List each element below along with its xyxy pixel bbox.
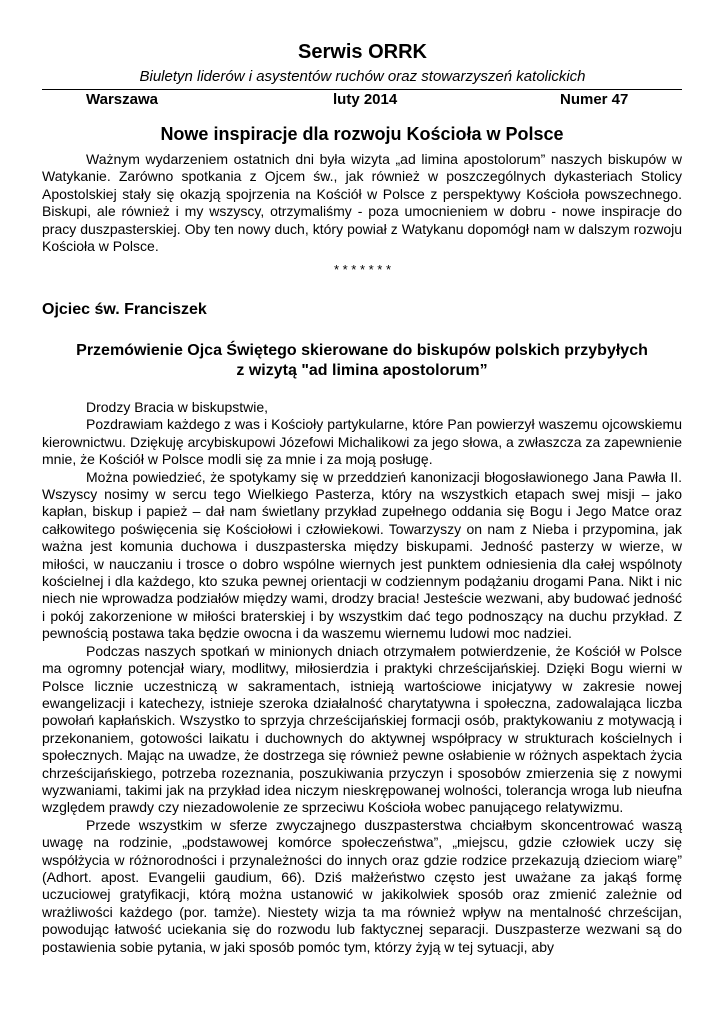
masthead-title: Serwis ORRK: [298, 41, 427, 63]
issue-number: Numer 47: [560, 91, 629, 108]
masthead-rule: [42, 89, 682, 90]
speech-greeting: Drodzy Bracia w biskupstwie,: [86, 399, 269, 415]
speech-paragraph-3: Podczas naszych spotkań w minionych dniach otrzymałem potwierdzenie, że Kościół w Polsce ma ogromny potencjał wiary, modlitwy, miłosierdzia i praktyki chrześcijańskiej. Dzięki Bogu wierni w Polsce licznie uczestniczą w sakramentach, istnieją wartościowe inicjatywy w zakresie nowej ewangelizacji i katechezy, istnieje szeroka działalność charytatywna i społeczna, zadowalająca liczba powołań kapłańskich. Wszystko to sprzyja chrześcijańskiej formacji osób, praktykowaniu z motywacją i przekonaniem, gotowości laikatu i duchownych do aktywnej współpracy w strukturach kościelnych i społecznych. Mając na uwadze, że dostrzega się również pewne osłabienie w różnych aspektach życia chrześcijańskiego, potrzeba rozeznania, poszukiwania przyczyn i sposobów zmierzenia się z nowymi wyzwaniami, takimi jak na przykład idea niczym nieskrępowanej wolności, tolerancja wroga lub nieufna względem prawdy czy niezadowolenie ze sprzeciwu Kościoła wobec panującego relatywizmu.: [42, 642, 682, 816]
speech-paragraph-1: Pozdrawiam każdego z was i Kościoły partykularne, które Pan powierzył waszemu ojcowskiemu kierownictwu. Dziękuję arcybiskupowi Józefowi Michalikowi za jego słowa, a zwłaszcza za zapewnienie mnie, że Kościół w Polsce modli się za mnie i za moją posługę.: [42, 416, 682, 468]
intro-block: [42, 151, 682, 255]
intro-paragraph: Ważnym wydarzeniem ostatnich dni była wizyta „ad limina apostolorum” naszych biskupów w Watykanie. Zarówno spotkania z Ojcem św., jak również w poszczególnych dykasteriach Stolicy Apostolskiej stały się okazją spojrzenia na Kościół w Polsce z perspektywy Kościoła powszechnego. Biskupi, ale również i my wszyscy, otrzymaliśmy - poza umocnieniem w dobru - nowe inspiracje do pracy duszpasterskiej. Oby ten nowy duch, który powiał z Watykanu dopomógł nam w dalszym rozwoju Kościoła w Polsce.: [42, 151, 682, 255]
speech-title-line-1: Przemówienie Ojca Świętego skierowane do biskupów polskich przybyłych: [76, 342, 648, 359]
speech-body: [42, 399, 682, 956]
speech-paragraph-4: Przede wszystkim w sferze zwyczajnego duszpasterstwa chciałbym skoncentrować waszą uwagę na rodzinie, „podstawowej komórce społeczeństwa”, „miejscu, gdzie człowiek uczy się współżycia w różnorodności i przynależności do innych oraz gdzie rodzice przekazują dzieciom wiarę” (Adhort. apost. Evangelii gaudium, 66). Dziś małżeństwo często jest uważane za jakąś formę uczuciowej gratyfikacji, którą można ustanowić w jakikolwiek sposób oraz zmienić zależnie od wrażliwości każdego (por. tamże). Niestety wizja ta ma również wpływ na mentalność chrześcijan, powodując łatwość uciekania się do rozwodu lub faktycznej separacji. Duszpasterze wezwani są do postawienia sobie pytania, w jaki sposób pomóc tym, którzy żyją w tej sytuacji, aby: [42, 816, 682, 955]
issue-city: Warszawa: [86, 91, 158, 108]
speech-title-line-2: z wizytą "ad limina apostolorum”: [236, 362, 488, 379]
speech-paragraph-2: Można powiedzieć, że spotykamy się w przeddzień kanonizacji błogosławionego Jana Pawła II. Wszyscy nosimy w sercu tego Wielkiego Pasterza, który na wszystkich etapach swej misji – jako kapłan, biskup i papież – dał nam świetlany przykład zupełnego oddania się Bogu i Jego Matce oraz całkowitego poświęcenia się Kościołowi i człowiekowi. Towarzyszy on nam z Nieba i przypomina, jak ważna jest komunia duchowa i duszpasterska między biskupami. Jedność pasterzy w wierze, w miłości, w nauczaniu i trosce o dobro wspólne wiernych jest punktem odniesienia dla całej wspólnoty kościelnej i dla każdego, kto szuka pewnej orientacji w codziennym podążaniu drogami Pana. Nikt i nic niech nie wprowadza podziałów między wami, drodzy bracia! Jesteście wezwani, aby budować jedność i pokój zakorzenione w miłości braterskiej i by wszystkim dać tego podnoszący na duchu przykład. Z pewnością postawa taka będzie owocna i da waszemu wiernemu ludowi moc nadziei.: [42, 468, 682, 642]
masthead-subtitle: Biuletyn liderów i asystentów ruchów oraz stowarzyszeń katolickich: [139, 68, 586, 85]
speech-title: [42, 341, 682, 381]
section-separator: * * * * * * *: [333, 262, 392, 277]
article-headline: Nowe inspiracje dla rozwoju Kościoła w Polsce: [160, 124, 564, 144]
issue-date: luty 2014: [333, 91, 398, 108]
section-heading: Ojciec św. Franciszek: [42, 301, 207, 318]
